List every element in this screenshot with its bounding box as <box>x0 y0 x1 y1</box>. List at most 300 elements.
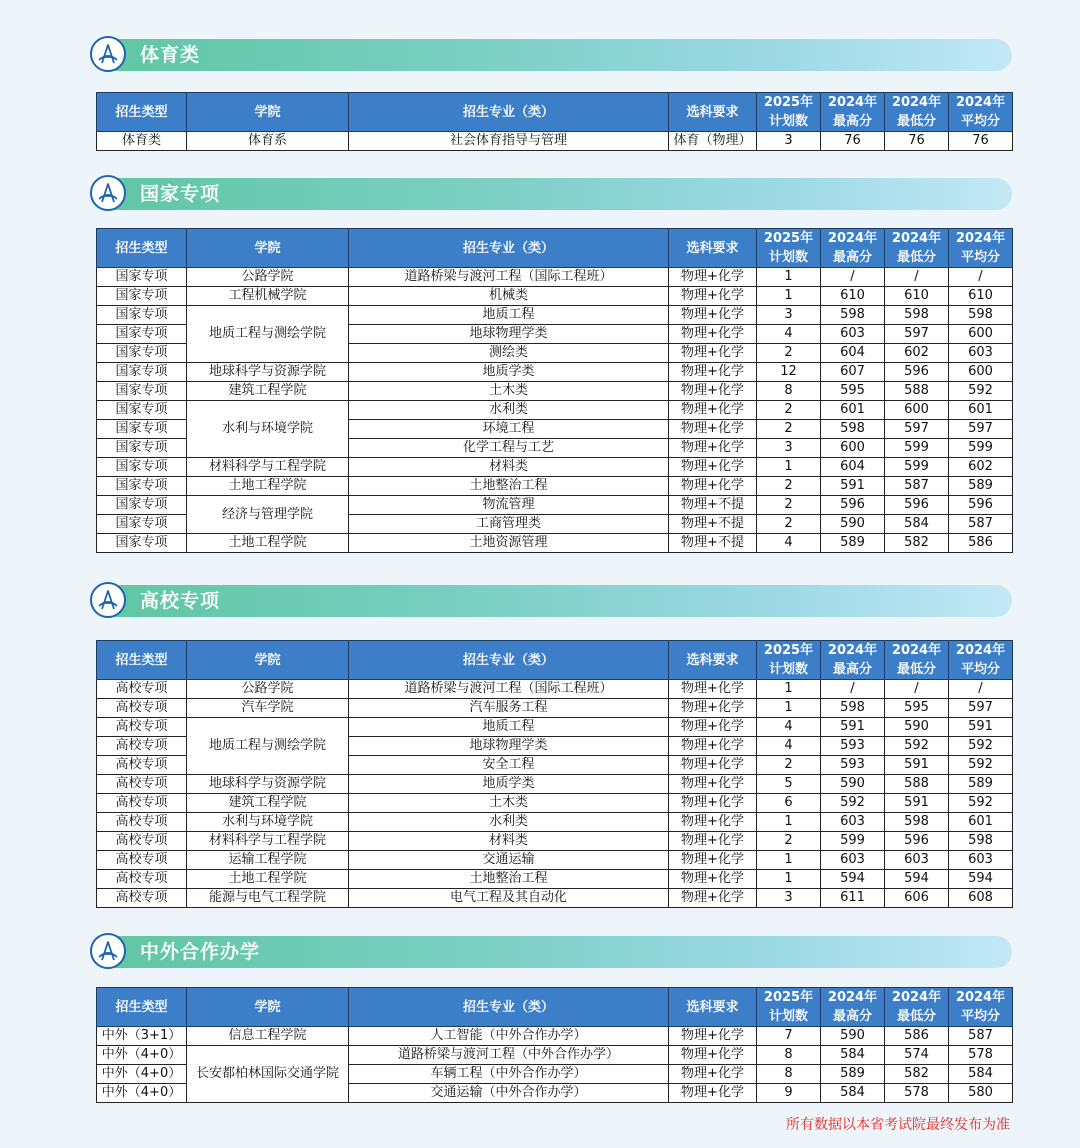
subject-requirement-cell: 物理+化学 <box>669 1046 757 1065</box>
avg-score-cell: 586 <box>949 534 1013 553</box>
major-cell: 工商管理类 <box>349 515 669 534</box>
admission-type-cell: 国家专项 <box>97 420 187 439</box>
min-score-cell: 596 <box>885 363 949 382</box>
table-row <box>97 401 1013 420</box>
college-cell: 地球科学与资源学院 <box>187 363 349 382</box>
column-header: 2024年 最低分 <box>885 229 949 268</box>
admission-type-cell: 高校专项 <box>97 832 187 851</box>
max-score-cell: 611 <box>821 889 885 908</box>
min-score-cell: 597 <box>885 420 949 439</box>
college-cell: 地球科学与资源学院 <box>187 775 349 794</box>
section-banner <box>92 936 1012 968</box>
admission-type-cell: 国家专项 <box>97 477 187 496</box>
subject-requirement-cell: 物理+化学 <box>669 363 757 382</box>
avg-score-cell: / <box>949 268 1013 287</box>
admission-type-cell: 国家专项 <box>97 306 187 325</box>
major-cell: 土地整治工程 <box>349 477 669 496</box>
major-cell: 地球物理学类 <box>349 325 669 344</box>
min-score-cell: 574 <box>885 1046 949 1065</box>
plan-count-cell: 12 <box>757 363 821 382</box>
admission-type-cell: 国家专项 <box>97 382 187 401</box>
subject-requirement-cell: 物理+化学 <box>669 851 757 870</box>
subject-requirement-cell: 物理+化学 <box>669 699 757 718</box>
min-score-cell: / <box>885 268 949 287</box>
college-cell: 土地工程学院 <box>187 870 349 889</box>
avg-score-cell: 600 <box>949 363 1013 382</box>
min-score-cell: 598 <box>885 813 949 832</box>
column-header: 2024年 平均分 <box>949 988 1013 1027</box>
table-row <box>97 680 1013 699</box>
admission-type-cell: 高校专项 <box>97 718 187 737</box>
admission-type-cell: 中外（4+0） <box>97 1084 187 1103</box>
college-cell: 水利与环境学院 <box>187 813 349 832</box>
max-score-cell: 604 <box>821 458 885 477</box>
plan-count-cell: 1 <box>757 680 821 699</box>
table-row <box>97 477 1013 496</box>
table-row <box>97 382 1013 401</box>
max-score-cell: 600 <box>821 439 885 458</box>
plan-count-cell: 2 <box>757 344 821 363</box>
table-row <box>97 132 1013 151</box>
admission-type-cell: 高校专项 <box>97 680 187 699</box>
major-cell: 水利类 <box>349 813 669 832</box>
subject-requirement-cell: 物理+化学 <box>669 1065 757 1084</box>
score-table <box>96 987 1013 1103</box>
table-row <box>97 813 1013 832</box>
subject-requirement-cell: 物理+化学 <box>669 870 757 889</box>
college-cell: 工程机械学院 <box>187 287 349 306</box>
major-cell: 车辆工程（中外合作办学） <box>349 1065 669 1084</box>
max-score-cell: 76 <box>821 132 885 151</box>
major-cell: 地质学类 <box>349 363 669 382</box>
section-title: 中外合作办学 <box>140 941 261 963</box>
table-header-row <box>97 93 1013 132</box>
table-row <box>97 1046 1013 1065</box>
major-cell: 社会体育指导与管理 <box>349 132 669 151</box>
avg-score-cell: 580 <box>949 1084 1013 1103</box>
admission-type-cell: 国家专项 <box>97 287 187 306</box>
admission-type-cell: 中外（3+1） <box>97 1027 187 1046</box>
max-score-cell: 595 <box>821 382 885 401</box>
plan-count-cell: 2 <box>757 832 821 851</box>
major-cell: 地质工程 <box>349 306 669 325</box>
plan-count-cell: 1 <box>757 287 821 306</box>
admission-type-cell: 国家专项 <box>97 401 187 420</box>
college-cell: 水利与环境学院 <box>187 401 349 458</box>
table-row <box>97 287 1013 306</box>
min-score-cell: 603 <box>885 851 949 870</box>
subject-requirement-cell: 物理+化学 <box>669 401 757 420</box>
major-cell: 道路桥梁与渡河工程（国际工程班） <box>349 680 669 699</box>
max-score-cell: 589 <box>821 1065 885 1084</box>
subject-requirement-cell: 物理+化学 <box>669 306 757 325</box>
admission-type-cell: 高校专项 <box>97 813 187 832</box>
major-cell: 人工智能（中外合作办学） <box>349 1027 669 1046</box>
plan-count-cell: 1 <box>757 870 821 889</box>
admission-type-cell: 高校专项 <box>97 737 187 756</box>
column-header: 招生专业（类） <box>349 93 669 132</box>
subject-requirement-cell: 物理+化学 <box>669 382 757 401</box>
major-cell: 道路桥梁与渡河工程（中外合作办学） <box>349 1046 669 1065</box>
section-banner <box>92 178 1012 210</box>
subject-requirement-cell: 物理+化学 <box>669 420 757 439</box>
major-cell: 化学工程与工艺 <box>349 439 669 458</box>
table-header-row <box>97 229 1013 268</box>
column-header: 2025年 计划数 <box>757 93 821 132</box>
max-score-cell: 592 <box>821 794 885 813</box>
college-cell: 材料科学与工程学院 <box>187 458 349 477</box>
subject-requirement-cell: 物理+不提 <box>669 515 757 534</box>
table-row <box>97 268 1013 287</box>
column-header: 学院 <box>187 988 349 1027</box>
avg-score-cell: 601 <box>949 401 1013 420</box>
major-cell: 交通运输 <box>349 851 669 870</box>
avg-score-cell: 597 <box>949 420 1013 439</box>
min-score-cell: 602 <box>885 344 949 363</box>
max-score-cell: / <box>821 680 885 699</box>
max-score-cell: 590 <box>821 775 885 794</box>
admission-type-cell: 体育类 <box>97 132 187 151</box>
column-header: 招生类型 <box>97 93 187 132</box>
min-score-cell: 588 <box>885 775 949 794</box>
avg-score-cell: 578 <box>949 1046 1013 1065</box>
admission-type-cell: 中外（4+0） <box>97 1065 187 1084</box>
plan-count-cell: 6 <box>757 794 821 813</box>
plan-count-cell: 3 <box>757 889 821 908</box>
subject-requirement-cell: 物理+化学 <box>669 889 757 908</box>
major-cell: 土地资源管理 <box>349 534 669 553</box>
max-score-cell: 593 <box>821 737 885 756</box>
min-score-cell: 591 <box>885 756 949 775</box>
subject-requirement-cell: 体育（物理） <box>669 132 757 151</box>
university-logo-icon <box>90 933 126 969</box>
avg-score-cell: 587 <box>949 515 1013 534</box>
section-banner <box>92 39 1012 71</box>
college-cell: 信息工程学院 <box>187 1027 349 1046</box>
university-logo-icon <box>90 36 126 72</box>
subject-requirement-cell: 物理+化学 <box>669 718 757 737</box>
avg-score-cell: 598 <box>949 306 1013 325</box>
avg-score-cell: 599 <box>949 439 1013 458</box>
plan-count-cell: 1 <box>757 699 821 718</box>
subject-requirement-cell: 物理+化学 <box>669 458 757 477</box>
university-logo-icon <box>90 582 126 618</box>
avg-score-cell: 608 <box>949 889 1013 908</box>
avg-score-cell: 597 <box>949 699 1013 718</box>
min-score-cell: 582 <box>885 1065 949 1084</box>
subject-requirement-cell: 物理+化学 <box>669 813 757 832</box>
column-header: 招生专业（类） <box>349 641 669 680</box>
avg-score-cell: 592 <box>949 756 1013 775</box>
column-header: 2024年 平均分 <box>949 93 1013 132</box>
max-score-cell: 604 <box>821 344 885 363</box>
section-title: 体育类 <box>140 44 201 66</box>
table-row <box>97 699 1013 718</box>
avg-score-cell: 603 <box>949 344 1013 363</box>
table-row <box>97 794 1013 813</box>
avg-score-cell: 610 <box>949 287 1013 306</box>
college-cell: 土地工程学院 <box>187 477 349 496</box>
max-score-cell: 598 <box>821 306 885 325</box>
avg-score-cell: 594 <box>949 870 1013 889</box>
major-cell: 土木类 <box>349 794 669 813</box>
section-title: 高校专项 <box>140 590 221 612</box>
subject-requirement-cell: 物理+化学 <box>669 737 757 756</box>
avg-score-cell: 603 <box>949 851 1013 870</box>
college-cell: 地质工程与测绘学院 <box>187 718 349 775</box>
table-row <box>97 832 1013 851</box>
plan-count-cell: 4 <box>757 534 821 553</box>
avg-score-cell: 592 <box>949 737 1013 756</box>
subject-requirement-cell: 物理+化学 <box>669 794 757 813</box>
max-score-cell: / <box>821 268 885 287</box>
plan-count-cell: 2 <box>757 401 821 420</box>
admission-type-cell: 高校专项 <box>97 794 187 813</box>
min-score-cell: 599 <box>885 439 949 458</box>
admission-type-cell: 国家专项 <box>97 458 187 477</box>
column-header: 2024年 平均分 <box>949 641 1013 680</box>
column-header: 2025年 计划数 <box>757 641 821 680</box>
plan-count-cell: 8 <box>757 1065 821 1084</box>
subject-requirement-cell: 物理+化学 <box>669 287 757 306</box>
table-row <box>97 870 1013 889</box>
plan-count-cell: 4 <box>757 718 821 737</box>
min-score-cell: 582 <box>885 534 949 553</box>
subject-requirement-cell: 物理+化学 <box>669 1084 757 1103</box>
subject-requirement-cell: 物理+化学 <box>669 268 757 287</box>
max-score-cell: 590 <box>821 1027 885 1046</box>
min-score-cell: 597 <box>885 325 949 344</box>
avg-score-cell: 592 <box>949 794 1013 813</box>
university-logo-icon <box>90 175 126 211</box>
table-row <box>97 306 1013 325</box>
max-score-cell: 603 <box>821 325 885 344</box>
admission-type-cell: 国家专项 <box>97 344 187 363</box>
college-cell: 经济与管理学院 <box>187 496 349 534</box>
avg-score-cell: 589 <box>949 775 1013 794</box>
plan-count-cell: 3 <box>757 439 821 458</box>
max-score-cell: 596 <box>821 496 885 515</box>
column-header: 招生类型 <box>97 641 187 680</box>
column-header: 招生类型 <box>97 229 187 268</box>
table-row <box>97 458 1013 477</box>
min-score-cell: 578 <box>885 1084 949 1103</box>
min-score-cell: 596 <box>885 832 949 851</box>
column-header: 2024年 最低分 <box>885 988 949 1027</box>
column-header: 2025年 计划数 <box>757 229 821 268</box>
plan-count-cell: 1 <box>757 851 821 870</box>
plan-count-cell: 2 <box>757 496 821 515</box>
major-cell: 物流管理 <box>349 496 669 515</box>
subject-requirement-cell: 物理+化学 <box>669 325 757 344</box>
max-score-cell: 607 <box>821 363 885 382</box>
column-header: 选科要求 <box>669 93 757 132</box>
min-score-cell: 584 <box>885 515 949 534</box>
column-header: 2024年 最高分 <box>821 229 885 268</box>
min-score-cell: 598 <box>885 306 949 325</box>
plan-count-cell: 8 <box>757 382 821 401</box>
max-score-cell: 593 <box>821 756 885 775</box>
avg-score-cell: 602 <box>949 458 1013 477</box>
avg-score-cell: 601 <box>949 813 1013 832</box>
avg-score-cell: 587 <box>949 1027 1013 1046</box>
plan-count-cell: 3 <box>757 132 821 151</box>
section-banner <box>92 585 1012 617</box>
column-header: 选科要求 <box>669 988 757 1027</box>
major-cell: 材料类 <box>349 832 669 851</box>
max-score-cell: 584 <box>821 1084 885 1103</box>
column-header: 学院 <box>187 93 349 132</box>
table-row <box>97 775 1013 794</box>
plan-count-cell: 2 <box>757 756 821 775</box>
admission-type-cell: 国家专项 <box>97 515 187 534</box>
college-cell: 公路学院 <box>187 680 349 699</box>
plan-count-cell: 5 <box>757 775 821 794</box>
admission-type-cell: 高校专项 <box>97 699 187 718</box>
admission-type-cell: 国家专项 <box>97 496 187 515</box>
column-header: 学院 <box>187 229 349 268</box>
min-score-cell: 610 <box>885 287 949 306</box>
subject-requirement-cell: 物理+化学 <box>669 680 757 699</box>
major-cell: 交通运输（中外合作办学） <box>349 1084 669 1103</box>
admission-type-cell: 中外（4+0） <box>97 1046 187 1065</box>
table-header-row <box>97 988 1013 1027</box>
column-header: 2024年 最高分 <box>821 93 885 132</box>
max-score-cell: 589 <box>821 534 885 553</box>
subject-requirement-cell: 物理+不提 <box>669 534 757 553</box>
admission-type-cell: 高校专项 <box>97 775 187 794</box>
min-score-cell: 599 <box>885 458 949 477</box>
max-score-cell: 584 <box>821 1046 885 1065</box>
plan-count-cell: 1 <box>757 458 821 477</box>
column-header: 2024年 最低分 <box>885 93 949 132</box>
major-cell: 地质学类 <box>349 775 669 794</box>
major-cell: 地质工程 <box>349 718 669 737</box>
major-cell: 汽车服务工程 <box>349 699 669 718</box>
plan-count-cell: 2 <box>757 515 821 534</box>
admission-type-cell: 高校专项 <box>97 889 187 908</box>
min-score-cell: 590 <box>885 718 949 737</box>
admission-type-cell: 高校专项 <box>97 756 187 775</box>
min-score-cell: 587 <box>885 477 949 496</box>
column-header: 招生专业（类） <box>349 229 669 268</box>
table-row <box>97 718 1013 737</box>
plan-count-cell: 2 <box>757 477 821 496</box>
column-header: 2024年 平均分 <box>949 229 1013 268</box>
admission-type-cell: 国家专项 <box>97 363 187 382</box>
table-header-row <box>97 641 1013 680</box>
table-row <box>97 534 1013 553</box>
max-score-cell: 590 <box>821 515 885 534</box>
subject-requirement-cell: 物理+化学 <box>669 1027 757 1046</box>
college-cell: 运输工程学院 <box>187 851 349 870</box>
table-row <box>97 889 1013 908</box>
avg-score-cell: 584 <box>949 1065 1013 1084</box>
avg-score-cell: 600 <box>949 325 1013 344</box>
min-score-cell: 588 <box>885 382 949 401</box>
admission-type-cell: 国家专项 <box>97 325 187 344</box>
subject-requirement-cell: 物理+化学 <box>669 439 757 458</box>
max-score-cell: 603 <box>821 851 885 870</box>
max-score-cell: 610 <box>821 287 885 306</box>
major-cell: 安全工程 <box>349 756 669 775</box>
max-score-cell: 591 <box>821 718 885 737</box>
avg-score-cell: 76 <box>949 132 1013 151</box>
subject-requirement-cell: 物理+不提 <box>669 496 757 515</box>
max-score-cell: 598 <box>821 420 885 439</box>
major-cell: 环境工程 <box>349 420 669 439</box>
table-row <box>97 363 1013 382</box>
avg-score-cell: 592 <box>949 382 1013 401</box>
table-row <box>97 496 1013 515</box>
min-score-cell: 600 <box>885 401 949 420</box>
college-cell: 公路学院 <box>187 268 349 287</box>
min-score-cell: 591 <box>885 794 949 813</box>
max-score-cell: 599 <box>821 832 885 851</box>
max-score-cell: 594 <box>821 870 885 889</box>
college-cell: 体育系 <box>187 132 349 151</box>
plan-count-cell: 1 <box>757 813 821 832</box>
min-score-cell: 592 <box>885 737 949 756</box>
footnote: 所有数据以本省考试院最终发布为准 <box>786 1117 1010 1133</box>
column-header: 选科要求 <box>669 229 757 268</box>
admission-type-cell: 国家专项 <box>97 268 187 287</box>
college-cell: 材料科学与工程学院 <box>187 832 349 851</box>
subject-requirement-cell: 物理+化学 <box>669 832 757 851</box>
score-table <box>96 92 1013 151</box>
avg-score-cell: / <box>949 680 1013 699</box>
admission-type-cell: 国家专项 <box>97 439 187 458</box>
college-cell: 地质工程与测绘学院 <box>187 306 349 363</box>
table-row <box>97 1027 1013 1046</box>
column-header: 2024年 最低分 <box>885 641 949 680</box>
plan-count-cell: 1 <box>757 268 821 287</box>
college-cell: 汽车学院 <box>187 699 349 718</box>
plan-count-cell: 4 <box>757 737 821 756</box>
max-score-cell: 603 <box>821 813 885 832</box>
plan-count-cell: 7 <box>757 1027 821 1046</box>
min-score-cell: 596 <box>885 496 949 515</box>
plan-count-cell: 3 <box>757 306 821 325</box>
college-cell: 能源与电气工程学院 <box>187 889 349 908</box>
avg-score-cell: 596 <box>949 496 1013 515</box>
major-cell: 水利类 <box>349 401 669 420</box>
column-header: 2024年 最高分 <box>821 988 885 1027</box>
column-header: 学院 <box>187 641 349 680</box>
subject-requirement-cell: 物理+化学 <box>669 344 757 363</box>
min-score-cell: 586 <box>885 1027 949 1046</box>
major-cell: 材料类 <box>349 458 669 477</box>
score-table <box>96 640 1013 908</box>
min-score-cell: 594 <box>885 870 949 889</box>
column-header: 2024年 最高分 <box>821 641 885 680</box>
subject-requirement-cell: 物理+化学 <box>669 775 757 794</box>
section-title: 国家专项 <box>140 183 221 205</box>
major-cell: 测绘类 <box>349 344 669 363</box>
college-cell: 建筑工程学院 <box>187 794 349 813</box>
column-header: 招生类型 <box>97 988 187 1027</box>
plan-count-cell: 8 <box>757 1046 821 1065</box>
column-header: 2025年 计划数 <box>757 988 821 1027</box>
admission-type-cell: 高校专项 <box>97 870 187 889</box>
college-cell: 土地工程学院 <box>187 534 349 553</box>
major-cell: 土木类 <box>349 382 669 401</box>
major-cell: 道路桥梁与渡河工程（国际工程班） <box>349 268 669 287</box>
min-score-cell: 76 <box>885 132 949 151</box>
table-row <box>97 851 1013 870</box>
plan-count-cell: 2 <box>757 420 821 439</box>
plan-count-cell: 4 <box>757 325 821 344</box>
